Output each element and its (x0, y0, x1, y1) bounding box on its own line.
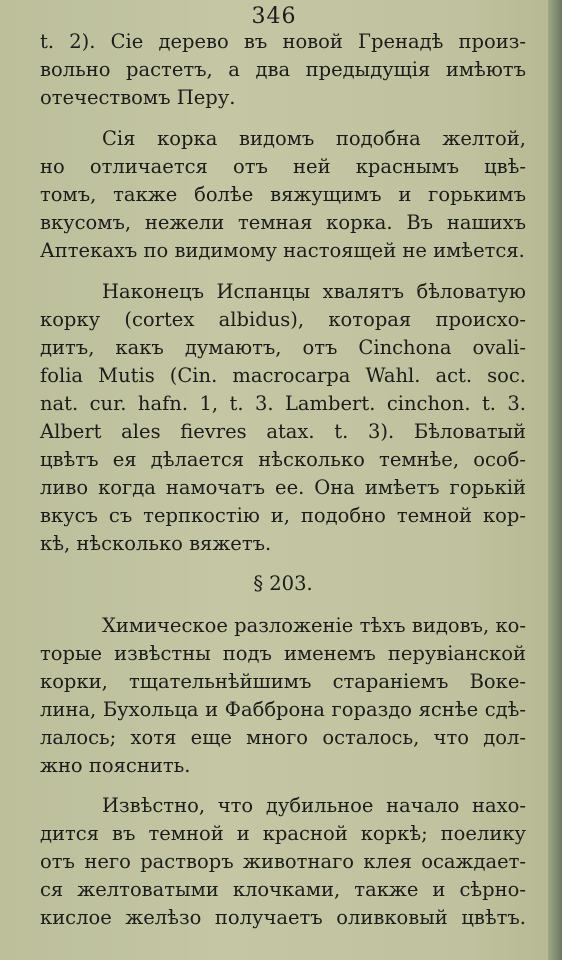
text-line (40, 639, 526, 669)
text-line (40, 361, 526, 391)
text-line (102, 611, 526, 641)
text-line (40, 389, 526, 419)
text-line (40, 305, 526, 335)
book-gutter (548, 0, 562, 960)
text-line (40, 501, 526, 531)
text-line-content: лина, Бухольца и Фабброна гораздо яснѣе сдѣ- (40, 698, 526, 721)
text-line-content: дитъ, какъ думаютъ, отъ Cinchona ovali- (40, 336, 526, 359)
text-line-content: nat. cur. hafn. 1, t. 3. Lambert. cinchon. t. 3. (40, 392, 526, 415)
text-line-content: отечествомъ Перу. (40, 86, 236, 109)
text-line (40, 417, 526, 447)
text-line (40, 667, 526, 697)
text-line (40, 903, 526, 933)
text-line-content: t. 2). Сіе дерево въ новой Гренадѣ произ- (40, 30, 526, 53)
text-line (40, 723, 526, 753)
text-line (40, 695, 526, 725)
text-line (40, 819, 526, 849)
text-line-content: Аптекахъ по видимому настоящей не имѣется. (40, 239, 525, 262)
text-line (40, 473, 526, 503)
text-line (102, 791, 526, 821)
text-line-content: но отличается отъ ней краснымъ цвѣ- (40, 155, 526, 178)
text-line-content: Химическое разложеніе тѣхъ видовъ, ко- (102, 614, 526, 637)
text-line-content: Albert ales fievres atax. t. 3). Бѣловатый (40, 420, 526, 443)
text-line-content: вкусъ съ терпкостію и, подобно темной кор- (40, 504, 526, 527)
text-line (40, 83, 526, 113)
text-line-content: корку (cortex albidus), которая происхо- (40, 308, 526, 331)
text-line (40, 55, 526, 85)
text-line-content: томъ, также болѣе вяжущимъ и горькимъ (40, 183, 526, 206)
text-line-content: отъ него растворъ животнаго клея осаждает- (40, 850, 526, 873)
text-line-content: Сія корка видомъ подобна желтой, (102, 127, 526, 150)
text-line-content: лалось; хотя еще много осталось, что дол- (40, 726, 526, 749)
text-line-content: кѣ, нѣсколько вяжетъ. (40, 532, 272, 555)
text-line-content: Наконецъ Испанцы хвалятъ бѣловатую (102, 280, 526, 303)
text-line-content: ся желтоватыми клочками, также и сѣрно- (40, 878, 526, 901)
text-line (40, 529, 526, 559)
text-line (40, 751, 526, 781)
text-line (40, 875, 526, 905)
text-line-content: вольно растетъ, а два предыдущія имѣютъ (40, 58, 526, 81)
text-line (102, 124, 526, 154)
page-number: 346 (251, 4, 297, 29)
text-line-content: цвѣтъ ея дѣлается нѣсколько темнѣе, особ- (40, 448, 526, 471)
text-line-content: ливо когда намочатъ ее. Она имѣетъ горькій (40, 476, 526, 499)
text-line (40, 445, 526, 475)
text-line-content: корки, тщательнѣйшимъ стараніемъ Воке- (40, 670, 526, 693)
text-line-content: вкусомъ, нежели темная корка. Въ нашихъ (40, 211, 526, 234)
text-line (40, 236, 526, 266)
text-line (40, 847, 526, 877)
text-line-content: folia Mutis (Cin. macrocarpa Wahl. act. soc. (40, 364, 526, 387)
text-line (40, 208, 526, 238)
text-line-content: Извѣстно, что дубильное начало нахо- (102, 794, 526, 817)
text-line-content: торые извѣстны подъ именемъ перувіанской (40, 642, 526, 665)
text-line-content: жно пояснить. (40, 754, 191, 777)
text-line (40, 333, 526, 363)
text-line (102, 277, 526, 307)
text-line (40, 27, 526, 57)
text-line (40, 180, 526, 210)
text-line-content: дится въ темной и красной коркѣ; поелику (40, 822, 526, 845)
text-line-content: кислое желѣзо получаетъ оливковый цвѣтъ. (40, 906, 526, 929)
section-heading (40, 569, 526, 599)
text-line-content: § 203. (253, 572, 313, 595)
text-line (40, 152, 526, 182)
